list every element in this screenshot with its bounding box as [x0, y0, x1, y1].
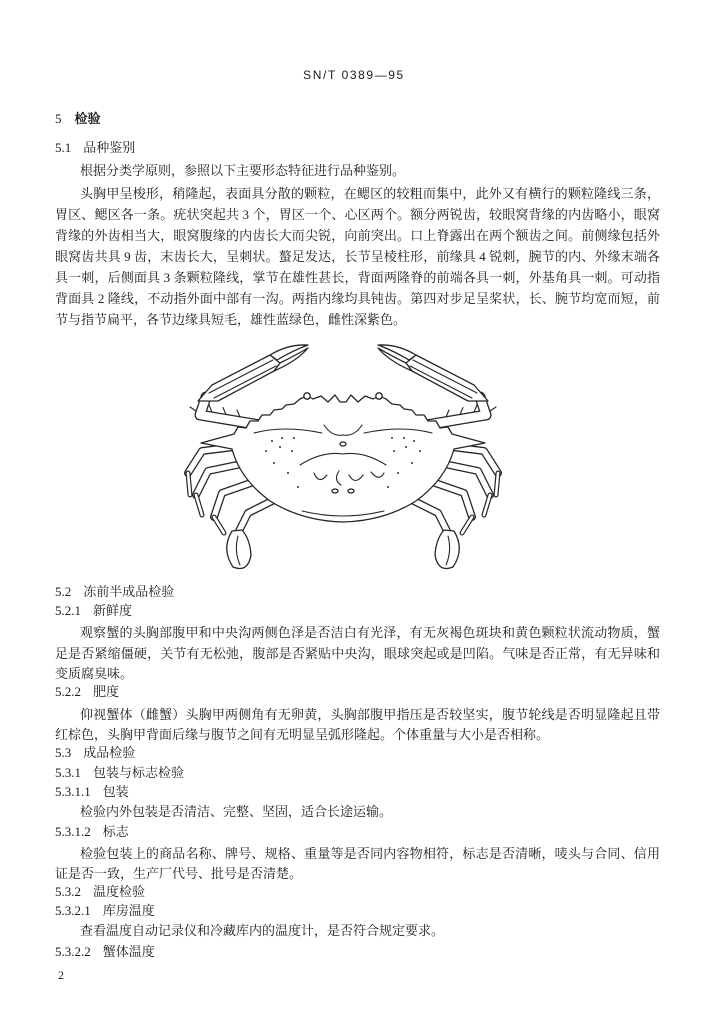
section-title: 成品检验	[83, 745, 136, 760]
section-number: 5.3.2.2	[55, 944, 91, 959]
section-number: 5.2.2	[55, 684, 81, 699]
section-5-2-1-paragraph: 观察蟹的头胸部腹甲和中央沟两侧色泽是否洁白有光泽，有无灰褐色斑块和黄色颗粒状流动物质，蟹足是否紧缩僵硬，关节有无松弛，腹部是否紧贴中央沟，眼球突起或是凹陷。气味是否正常，有无异味和变质腐臭味。	[55, 625, 660, 681]
crab-left-swimming-leg	[227, 495, 284, 569]
cardiac-tubercle	[348, 489, 354, 493]
section-5-3-1-heading	[55, 763, 184, 783]
section-title: 库房温度	[102, 903, 155, 918]
cardiac-tubercle	[332, 489, 338, 493]
granule	[297, 486, 299, 488]
section-number: 5.2	[55, 584, 72, 599]
crab-illustration	[176, 341, 510, 577]
section-title: 冻前半成品检验	[83, 584, 175, 599]
section-number: 5.3	[55, 745, 72, 760]
section-title: 温度检验	[93, 884, 146, 899]
section-5-2-2-paragraph: 仰视蟹体（雌蟹）头胸甲两侧角有无卵黄，头胸部腹甲指压是否较坚实，腹节轮线是否明显隆起且带红棕色，头胸甲背面后缘与腹节之间有无明显呈弧形隆起。个体重量与大小是否相称。	[55, 707, 660, 742]
section-5-3-2-1-heading	[55, 901, 155, 921]
section-title: 检验	[74, 111, 101, 126]
granule	[265, 450, 267, 452]
granule	[273, 462, 275, 464]
section-5-1-morphology-paragraph: 头胸甲呈梭形，稍隆起，表面具分散的颗粒，在鳃区的较粗而集中，此外又有横行的颗粒隆线三条，胃区、鳃区各一条。疣状突起共 3 个，胃区一个、心区两个。额分两锐齿，较眼窝背缘的内齿略小，眼窝背缘的外齿相当大，眼窝腹缘的内齿长大而尖锐，向前突出。口上脊露出在两个额齿之间。前侧缘包括外眼窝齿共具 9 齿，末齿长大，呈刺状。螯足发达，长节呈棱柱形，前缘具 4 锐刺，腕节的内、外缘末端各具一刺，后侧面具 3 条颗粒隆线，掌节在雄性甚长，背面两隆脊的前端各具一刺，外基角具一刺。可动指背面具 2 隆线，不动指外面中部有一沟。两指内缘均具钝齿。第四对步足呈桨状，长、腕节均宽而短，前节与指节扁平，各节边缘具短毛，雄性蓝绿色，雌性深紫色。	[55, 185, 660, 327]
crab-carapace	[201, 393, 485, 522]
section-number: 5	[55, 111, 62, 126]
section-5-2-heading	[55, 582, 174, 602]
section-5-1-intro-paragraph: 根据分类学原则，参照以下主要形态特征进行品种鉴别。	[80, 163, 406, 178]
granule	[405, 446, 407, 448]
section-title: 蟹体温度	[102, 944, 155, 959]
section-5-3-1-1-heading	[55, 782, 129, 802]
section-5-3-1-2-paragraph: 检验包装上的商品名称、牌号、规格、重量等是否同内容物相符，标志是否清晰，唛头与合同、信用证是否一致，生产厂代号、批号是否清楚。	[55, 846, 660, 881]
granule	[393, 450, 395, 452]
granule	[293, 437, 295, 439]
section-title: 标志	[102, 824, 129, 839]
granule	[279, 446, 281, 448]
granule	[287, 472, 289, 474]
section-5-3-1-1-paragraph: 检验内外包装是否清洁、完整、坚固，适合长途运输。	[80, 804, 393, 819]
section-title: 品种鉴别	[83, 140, 136, 155]
section-title: 包装	[102, 784, 129, 799]
section-5-3-heading	[55, 743, 135, 763]
section-5-1-heading	[55, 138, 135, 158]
section-5-heading	[55, 109, 101, 129]
granule	[413, 440, 415, 442]
granule	[419, 450, 421, 452]
granule	[271, 440, 273, 442]
crab-right-claw	[378, 345, 488, 401]
crab-left-claw	[198, 345, 308, 401]
section-5-3-1-2-heading	[55, 822, 129, 842]
carapace-outline	[201, 395, 485, 522]
page-number: 2	[58, 968, 64, 982]
granule	[387, 486, 389, 488]
section-title: 新鲜度	[93, 603, 133, 618]
crab-eye	[304, 393, 310, 399]
section-title: 包装与标志检验	[93, 765, 185, 780]
section-5-2-2-heading	[55, 682, 119, 702]
granule	[403, 437, 405, 439]
section-number: 5.2.1	[55, 603, 81, 618]
section-5-2-1-heading	[55, 601, 132, 621]
section-5-3-2-heading	[55, 882, 145, 902]
section-number: 5.3.2	[55, 884, 81, 899]
crab-right-swimming-leg	[402, 495, 459, 569]
granule	[411, 462, 413, 464]
granule	[281, 437, 283, 439]
section-number: 5.3.1.1	[55, 784, 91, 799]
standard-code-header: SN/T 0389—95	[303, 68, 405, 82]
section-5-3-2-2-heading	[55, 942, 155, 962]
section-number: 5.3.1.2	[55, 824, 91, 839]
section-5-3-2-1-paragraph: 查看温度自动记录仪和冷藏库内的温度计，是否符合规定要求。	[80, 923, 445, 938]
granule	[397, 472, 399, 474]
granule	[391, 437, 393, 439]
granule	[291, 450, 293, 452]
section-number: 5.3.1	[55, 765, 81, 780]
section-number: 5.3.2.1	[55, 903, 91, 918]
section-number: 5.1	[55, 140, 72, 155]
crab-eye	[376, 393, 382, 399]
section-title: 肥度	[93, 684, 120, 699]
gastric-tubercle	[340, 442, 346, 446]
